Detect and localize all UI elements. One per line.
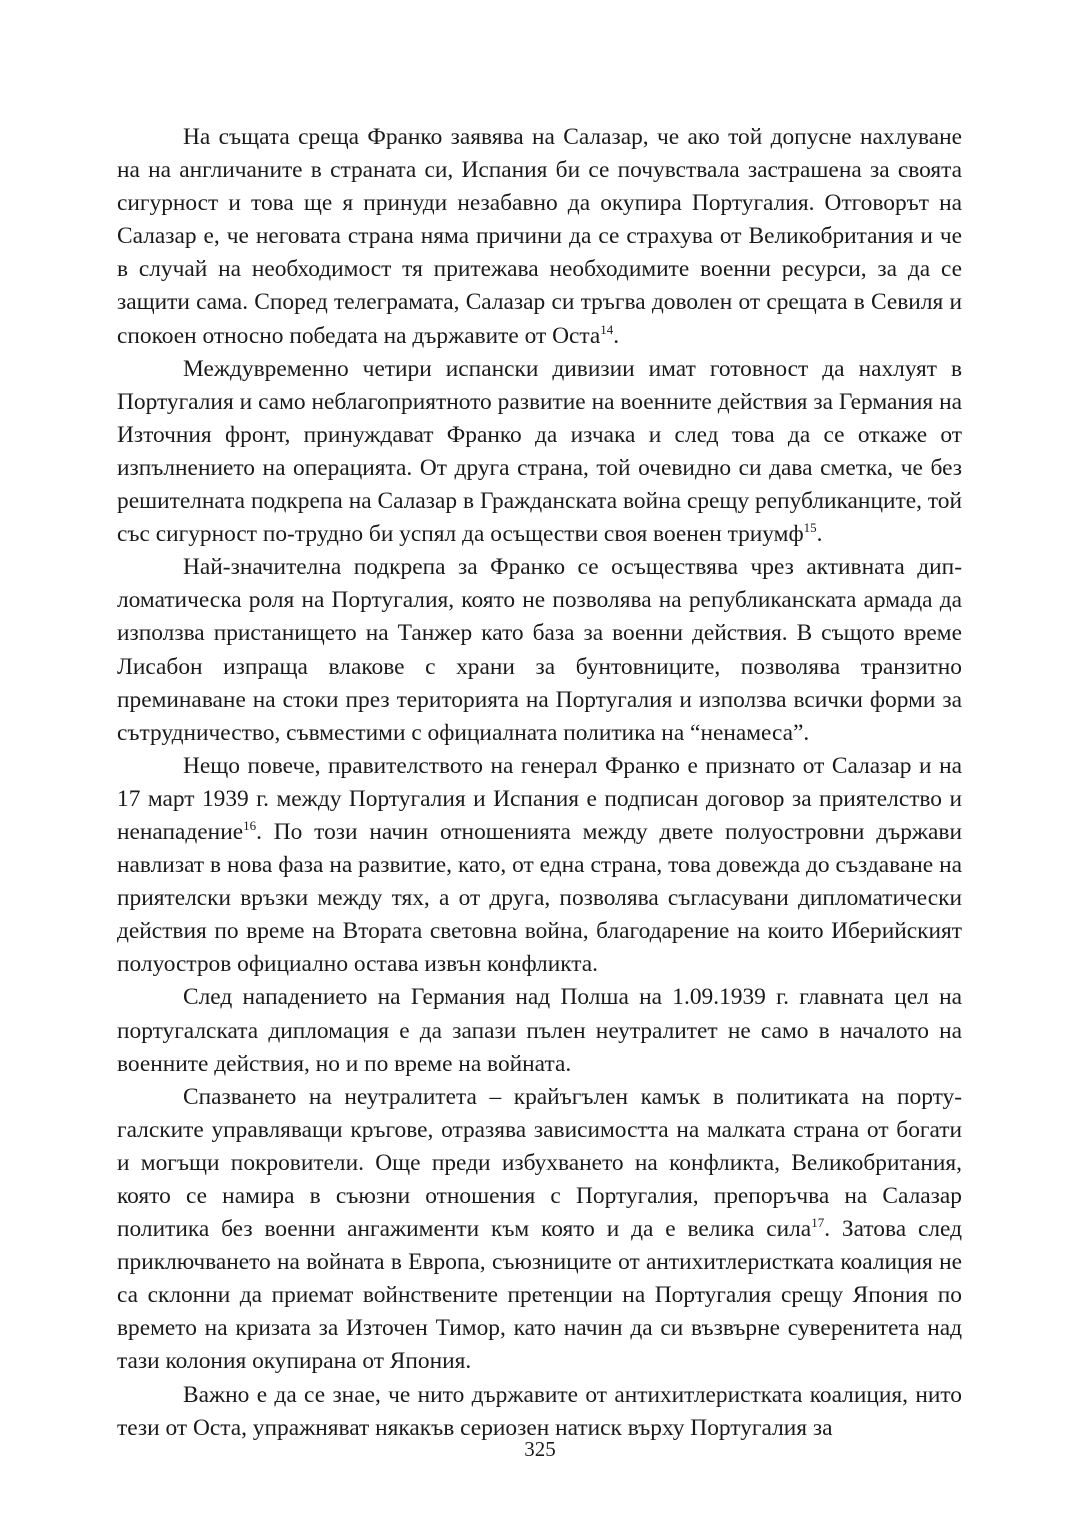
paragraph-6 bbox=[117, 1081, 962, 1379]
paragraph-4 bbox=[117, 750, 962, 982]
paragraph-4-text: Нещо повече, правителството на генерал Франко е признато от Салазар и на 17 март 1939 г. между Португалия и Испания е подписан договор за приятелство и ненападение bbox=[117, 752, 962, 845]
paragraph-5-text: След нападението на Германия над Полша на 1.09.1939 г. главната цел на португалската дипломация е да запази пълен неутралитет не само в началото на военните действия, но и по време на войната. bbox=[117, 984, 962, 1077]
paragraph-1-tail: . bbox=[613, 322, 620, 349]
paragraph-7 bbox=[117, 1379, 962, 1445]
paragraph-1-text: На същата среща Франко заявява на Салазар, че ако той допусне нахлуване на на англичаните в страната си, Испания би се почувствала застрашена за своята сигурност и това ще я принуди незабавно да окупира Португалия. Отговорът на Салазар е, че неговата страна няма причини да се страхува от Великобритания и че в случай на необходимост тя притежава необходимите военни ресурси, за да се защити сама. Според телеграмата, Салазар си тръгва доволен от срещата в Севиля и спокоен относно победата на държавите от Оста bbox=[117, 124, 962, 349]
paragraph-5 bbox=[117, 981, 962, 1080]
paragraph-7-text: Важно е да се знае, че нито държавите от антихитлеристката коалиция, нито тези от Оста, упражняват някакъв сериозен натиск върху Португалия за bbox=[117, 1381, 962, 1441]
paragraph-4-tail: . По този начин отношенията между двете полуостровни държави навлизат в нова фаза на развитие, като, от една страна, това довежда до създаване на приятелски връзки между тях, а от друга, позволява съгласувани дипломатически действия по време на Втората световна война, благодарение на които Иберийският полуостров официално остава извън конфликта. bbox=[117, 818, 962, 978]
paragraph-1 bbox=[117, 121, 962, 353]
footnote-ref-14[interactable]: 14 bbox=[600, 321, 614, 337]
footnote-ref-15[interactable]: 15 bbox=[803, 520, 817, 536]
paragraph-2-text: Междувременно четири испански дивизии имат готовност да нахлуят в Португалия и само неблагоприятното развитие на военните действия за Германия на Източния фронт, принуждават Франко да изчака и след това да се откаже от изпълнението на операцията. От друга страна, той очевидно си дава сметка, че без решителната подкрепа на Салазар в Гражданската война срещу републиканците, той със сигурност по-трудно би успял да осъществи своя военен триумф bbox=[117, 355, 962, 548]
paragraph-2 bbox=[117, 353, 962, 552]
paragraph-3-text: Най-значителна подкрепа за Франко се осъществява чрез активната дипломатическа роля на Португалия, която не позволява на републиканската армада да използва пристанището на Танжер като база за военни действия. В същото време Лисабон изпраща влакове с храни за бунтовниците, позволява транзитно преминаване на стоки през територията на Португалия и използва всички форми за сътрудничество, съвместими с официалната политика на “ненамеса”. bbox=[117, 554, 962, 746]
paragraph-6-text: Спазването на неутралитета – крайъгълен камък в политиката на португалските управляващи кръгове, отразява зависимостта на малката страна от богати и могъщи покровители. Още преди избухването на конфликта, Великобритания, която се намира в съюзни отношения с Португалия, препоръчва на Салазар политика без военни ангажименти към която и да е велика сила bbox=[117, 1083, 962, 1243]
footnote-ref-16[interactable]: 16 bbox=[243, 818, 257, 834]
page-number: 325 bbox=[524, 1437, 556, 1461]
footnote-ref-17[interactable]: 17 bbox=[811, 1215, 825, 1231]
paragraph-3 bbox=[117, 551, 962, 750]
paragraph-6-tail: . Затова след приключването на войната в Европа, съюзниците от антихитлеристката коалиция не са склонни да приемат войнствените претенции на Португалия срещу Япония по времето на кризата за Източен Тимор, като начин да си възвърне суверенитета над тази колония окупирана от Япония. bbox=[117, 1216, 963, 1375]
page-body bbox=[117, 121, 962, 1445]
paragraph-2-tail: . bbox=[816, 521, 823, 548]
